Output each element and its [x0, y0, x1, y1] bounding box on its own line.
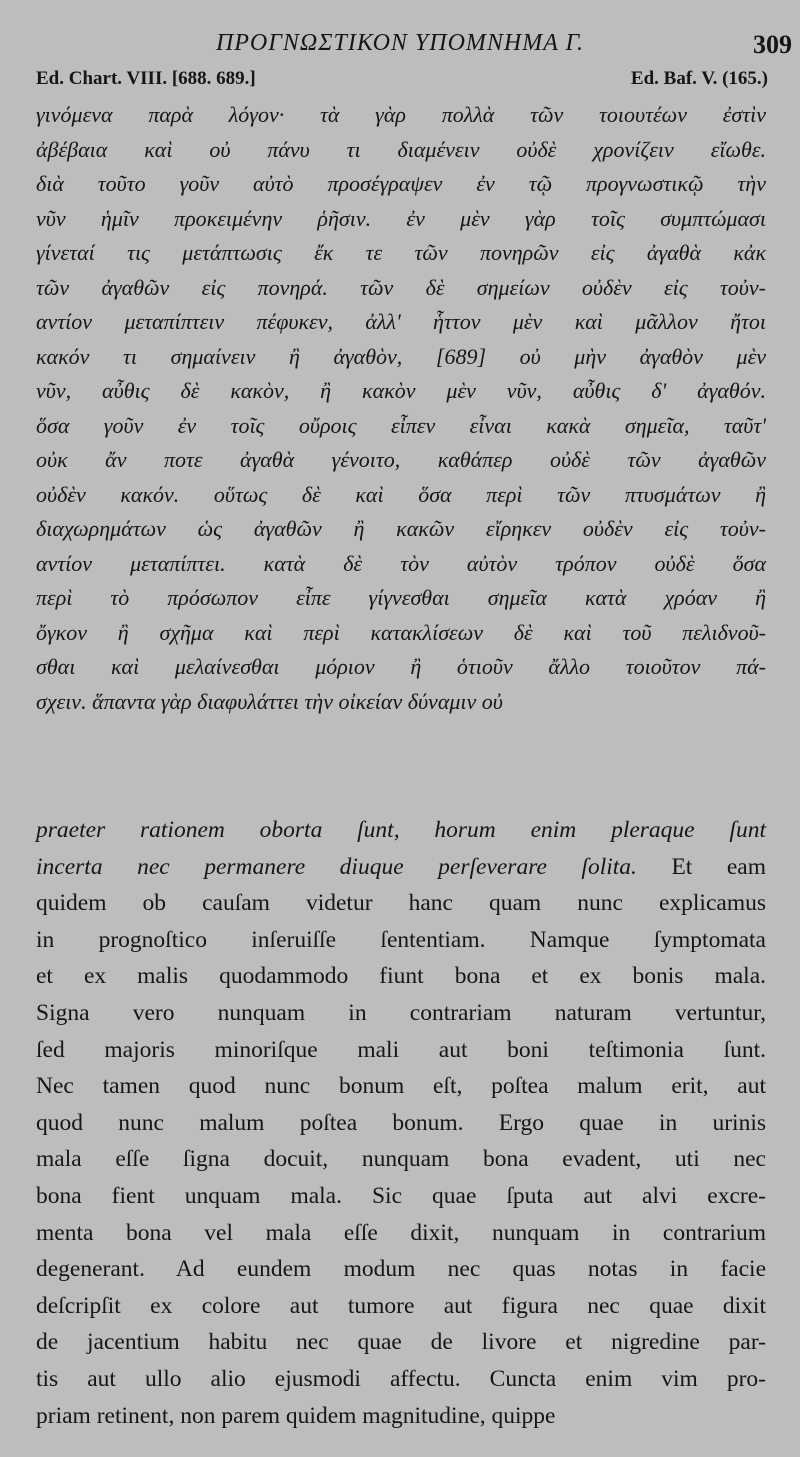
greek-line: σχειν. ἅπαντα γὰρ διαφυλάττει τὴν οἰκείαν δύναμιν οὐ: [36, 688, 503, 714]
greek-line: διὰ τοῦτο γοῦν αὐτὸ προσέγραψεν ἐν τῷ προγνωστικῷ τὴν: [36, 171, 766, 196]
latin-line: [36, 1215, 766, 1252]
greek-line: ὅσα γοῦν ἐν τοῖς οὔροις εἶπεν εἶναι κακὰ σημεῖα, ταῦτ': [36, 412, 766, 438]
greek-line: σθαι καὶ μελαίνεσθαι μόριον ἢ ὁτιοῦν ἄλλο τοιοῦτον πά-: [36, 654, 766, 679]
latin-line: [36, 1105, 766, 1142]
greek-line: ἀβέβαια καὶ οὐ πάνυ τι διαμένειν οὐδὲ χρονίζειν εἴωθε.: [36, 136, 766, 162]
latin-line: [36, 1032, 766, 1069]
greek-text-block: [36, 98, 766, 719]
greek-line: κακόν τι σημαίνειν ἢ ἀγαθὸν, [689] οὐ μὴν ἀγαθὸν μὲν: [36, 343, 766, 369]
greek-line: τῶν ἀγαθῶν εἰς πονηρά. τῶν δὲ σημείων οὐδὲν εἰς τοὐν-: [36, 274, 766, 300]
latin-line: [36, 1068, 766, 1105]
greek-line: οὐδὲν κακόν. οὕτως δὲ καὶ ὅσα περὶ τῶν πτυσμάτων ἢ: [36, 481, 766, 507]
running-title: ΠΡΟΓΝΩΣΤΙΚΟΝ ΥΠΟΜΝΗΜΑ Γ.: [215, 30, 585, 56]
edition-basel-reference: Ed. Baf. V. (165.): [630, 68, 768, 89]
page-number: 309: [753, 30, 792, 59]
latin-line-roman: menta bona vel mala eſſe dixit, nunquam in contrarium: [36, 1219, 766, 1246]
latin-line: [36, 1324, 766, 1361]
latin-line-roman: degenerant. Ad eundem modum nec quas notas in facie: [36, 1256, 766, 1283]
greek-line: περὶ τὸ πρόσωπον εἶπε γίγνεσθαι σημεῖα κατὰ χρόαν ἢ: [36, 585, 766, 610]
latin-line-roman: in prognoſtico inſeruiſſe ſententiam. Namque ſymptomata: [36, 926, 766, 953]
latin-line-italic: incerta nec permanere diuque perſeverare ſolita.: [36, 853, 637, 880]
latin-line-italic: praeter rationem oborta ſunt, horum enim pleraque ſunt: [36, 817, 766, 843]
latin-line: [36, 922, 766, 959]
latin-line: [36, 1178, 766, 1215]
latin-line-roman: Nec tamen quod nunc bonum eſt, poſtea malum erit, aut: [36, 1073, 766, 1100]
latin-line-roman: priam retinent, non parem quidem magnitudine, quippe: [36, 1402, 556, 1429]
latin-line: [36, 995, 766, 1032]
latin-line-roman: quod nunc malum poſtea bonum. Ergo quae in urinis: [36, 1109, 766, 1136]
latin-line: [36, 1398, 766, 1435]
latin-line-roman: deſcripſit ex colore aut tumore aut figura nec quae dixit: [36, 1292, 766, 1319]
latin-text-block: [36, 812, 766, 1434]
latin-line-roman: quidem ob cauſam videtur hanc quam nunc explicamus: [36, 890, 766, 917]
latin-line-roman: de jacentium habitu nec quae de livore et nigredine par-: [36, 1329, 766, 1356]
latin-line: [36, 849, 766, 886]
latin-line: [36, 812, 766, 849]
greek-line: νῦν, αὖθις δὲ κακὸν, ἢ κακὸν μὲν νῦν, αὖθις δ' ἀγαθόν.: [36, 378, 766, 403]
greek-line: αντίον μεταπίπτει. κατὰ δὲ τὸν αὐτὸν τρόπον οὐδὲ ὅσα: [36, 550, 766, 576]
latin-line: [36, 1361, 766, 1398]
latin-line-roman: ſed majoris minoriſque mali aut boni teſtimonia ſunt.: [36, 1036, 766, 1063]
latin-line-roman: bona fient unquam mala. Sic quae ſputa aut alvi excre-: [36, 1182, 766, 1209]
latin-line-roman: Et eam: [636, 853, 766, 880]
latin-line-roman: mala eſſe ſigna docuit, nunquam bona evadent, uti nec: [36, 1146, 766, 1173]
edition-chart-reference: Ed. Chart. VIII. [688. 689.]: [36, 68, 256, 89]
latin-line-roman: et ex malis quodammodo fiunt bona et ex bonis mala.: [36, 963, 766, 990]
greek-line: γίνεταί τις μετάπτωσις ἔκ τε τῶν πονηρῶν εἰς ἀγαθὰ κἀκ: [36, 240, 766, 265]
latin-line: [36, 1251, 766, 1288]
latin-line: [36, 958, 766, 995]
latin-line: [36, 1288, 766, 1325]
latin-line: [36, 1141, 766, 1178]
latin-line: [36, 885, 766, 922]
greek-line: ὄγκον ἢ σχῆμα καὶ περὶ κατακλίσεων δὲ καὶ τοῦ πελιδνοῦ-: [36, 619, 766, 645]
latin-line-roman: tis aut ullo alio ejusmodi affectu. Cuncta enim vim pro-: [36, 1365, 766, 1392]
greek-line: διαχωρημάτων ὡς ἀγαθῶν ἢ κακῶν εἴρηκεν οὐδὲν εἰς τοὐν-: [36, 516, 766, 541]
latin-line-roman: Signa vero nunquam in contrariam naturam vertuntur,: [36, 999, 766, 1026]
greek-line: γινόμενα παρὰ λόγον· τὰ γὰρ πολλὰ τῶν τοιουτέων ἐστὶν: [36, 102, 766, 127]
greek-line: νῦν ἡμῖν προκειμένην ῥῆσιν. ἐν μὲν γὰρ τοῖς συμπτώμασι: [36, 205, 766, 231]
greek-line: οὐκ ἄν ποτε ἀγαθὰ γένοιτο, καθάπερ οὐδὲ τῶν ἀγαθῶν: [36, 447, 766, 472]
greek-line: αντίον μεταπίπτειν πέφυκεν, ἀλλ' ἧττον μὲν καὶ μᾶλλον ἤτοι: [36, 309, 766, 334]
